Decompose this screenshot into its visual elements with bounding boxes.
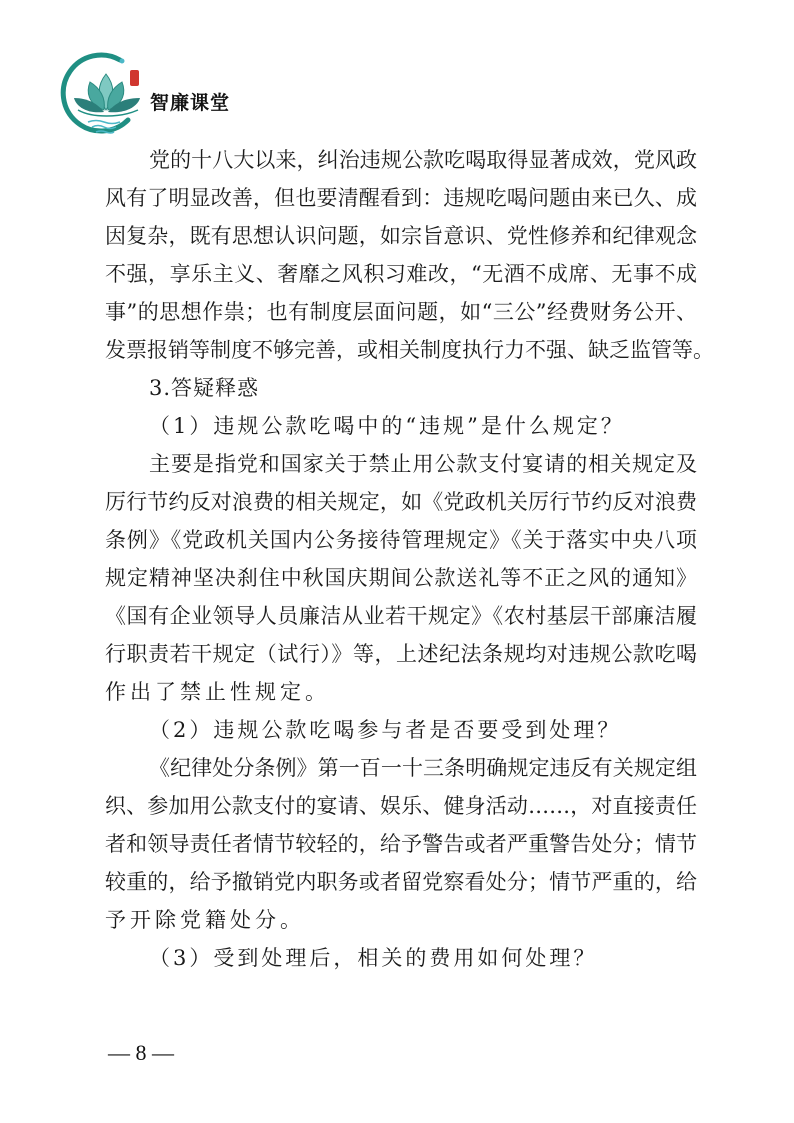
paragraph-line: 予开除党籍处分。 [105,908,305,932]
paragraph-line: 不强，享乐主义、奢靡之风积习难改，“无酒不成席、无事不成 [105,262,697,286]
paragraph-line: 规定精神坚决刹住中秋国庆期间公款送礼等不正之风的通知》 [105,566,697,590]
document-body [105,141,714,977]
lotus-logo-icon [58,48,158,138]
paragraph-line: 作出了禁止性规定。 [105,680,330,704]
paragraph-line: 因复杂，既有思想认识问题，如宗旨意识、党性修养和纪律观念 [105,224,697,248]
section-heading: 3.答疑释惑 [149,376,260,400]
page-number: — 8 — [108,1040,174,1065]
page-header [58,48,298,138]
paragraph-line: 织、参加用公款支付的宴请、娱乐、健身活动……，对直接责任 [105,794,697,818]
paragraph-line: 发票报销等制度不够完善，或相关制度执行力不强、缺乏监管等。 [105,338,714,362]
paragraph-line: 者和领导责任者情节较轻的，给予警告或者严重警告处分；情节 [105,832,697,856]
paragraph-line: 党的十八大以来，纠治违规公款吃喝取得显著成效，党风政 [149,148,697,172]
question-heading: （3）受到处理后，相关的费用如何处理？ [149,946,598,970]
question-heading: （2）违规公款吃喝参与者是否要受到处理？ [149,718,622,742]
paragraph-line: 《纪律处分条例》第一百一十三条明确规定违反有关规定组 [149,756,697,780]
paragraph-line: 《国有企业领导人员廉洁从业若干规定》《农村基层干部廉洁履 [105,604,697,628]
paragraph-line: 事”的思想作祟；也有制度层面问题，如“三公”经费财务公开、 [105,300,697,324]
paragraph-line: 条例》《党政机关国内公务接待管理规定》《关于落实中央八项 [105,528,697,552]
brand-title: 智廉课堂 [150,92,231,114]
paragraph-line: 厉行节约反对浪费的相关规定，如《党政机关厉行节约反对浪费 [105,490,697,514]
paragraph-line: 主要是指党和国家关于禁止用公款支付宴请的相关规定及 [149,452,697,476]
paragraph-line: 行职责若干规定（试行）》等，上述纪法条规均对违规公款吃喝 [105,642,697,666]
paragraph-line: 较重的，给予撤销党内职务或者留党察看处分；情节严重的，给 [105,870,697,894]
paragraph-line: 风有了明显改善，但也要清醒看到：违规吃喝问题由来已久、成 [105,186,697,210]
question-heading: （1）违规公款吃喝中的“违规”是什么规定？ [149,414,625,438]
